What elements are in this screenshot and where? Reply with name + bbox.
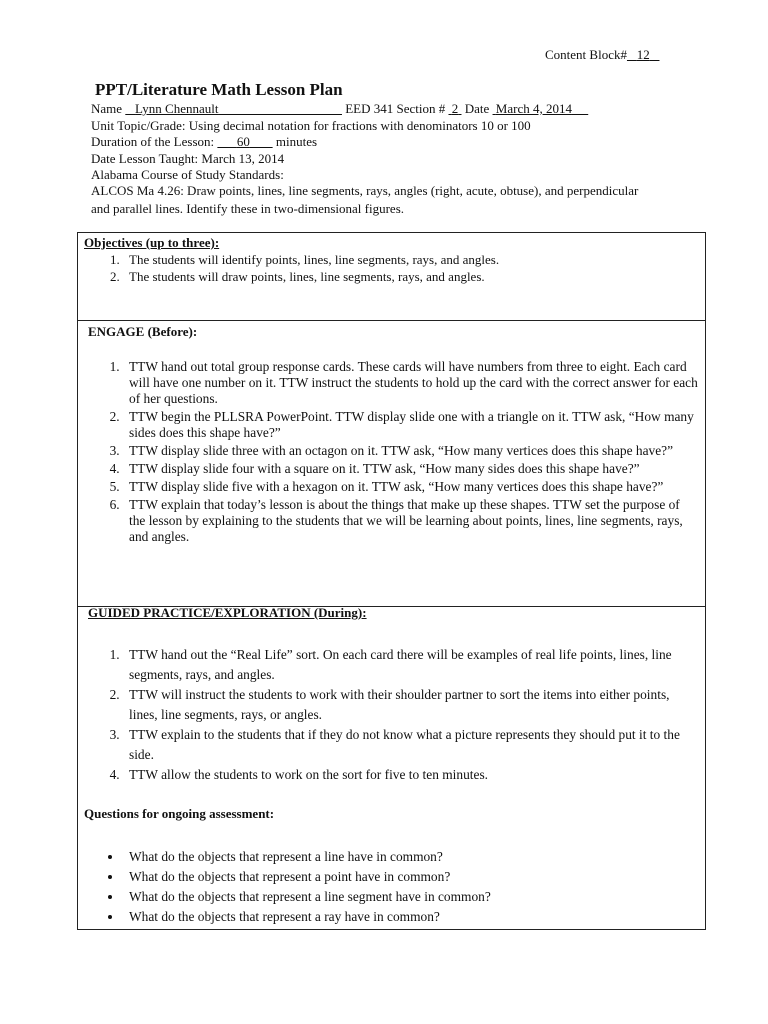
content-block-value: 12	[636, 47, 650, 62]
list-item: 1. TTW hand out total group response cards. These cards will have numbers from three to eight. Each card will have one number on it. TTW instruct the students to hold up the card with the correct answer for each of her questions.	[123, 359, 698, 407]
section-value: 2	[451, 101, 459, 116]
alcos-line-2: and parallel lines. Identify these in two-dimensional figures.	[91, 201, 404, 216]
guided-list	[123, 645, 698, 785]
engage-section	[77, 320, 706, 607]
duration-label: Duration of the Lesson:	[91, 134, 215, 149]
list-item: 1. The students will identify points, lines, line segments, rays, and angles.	[123, 251, 683, 268]
date-value: March 4, 2014	[495, 101, 572, 116]
list-item: 3. TTW display slide three with an octagon on it. TTW ask, “How many vertices does this shape have?”	[123, 443, 698, 459]
alcos-line-1: ALCOS Ma 4.26: Draw points, lines, line segments, rays, angles (right, acute, obtuse), and perpendicular	[91, 183, 639, 198]
list-item: 2. TTW will instruct the students to work with their shoulder partner to sort the items into either points, lines, line segments, rays, or angles.	[123, 685, 698, 725]
questions-title: Questions for ongoing assessment:	[84, 806, 275, 821]
engage-list	[123, 359, 698, 547]
questions-list	[123, 847, 683, 927]
list-item: 1. TTW hand out the “Real Life” sort. On each card there will be examples of real life points, lines, line segments, rays, and angles.	[123, 645, 698, 685]
course-label: EED 341 Section #	[345, 101, 446, 116]
name-value: Lynn Chennault	[135, 101, 219, 116]
objectives-section	[77, 232, 706, 321]
name-line	[91, 101, 588, 117]
duration-line	[91, 134, 317, 150]
list-item: • What do the objects that represent a line segment have in common?	[123, 887, 683, 907]
engage-title: ENGAGE (Before):	[88, 324, 198, 339]
list-item: 4. TTW display slide four with a square on it. TTW ask, “How many sides does this shape have?”	[123, 461, 698, 477]
guided-title: GUIDED PRACTICE/EXPLORATION (During):	[88, 605, 367, 620]
objectives-list	[123, 251, 683, 285]
unit-topic: Unit Topic/Grade: Using decimal notation for fractions with denominators 10 or 100	[91, 118, 531, 133]
list-item: 2. The students will draw points, lines, line segments, rays, and angles.	[123, 268, 683, 285]
standards-label: Alabama Course of Study Standards:	[91, 167, 284, 182]
date-label: Date	[464, 101, 490, 116]
list-item: 5. TTW display slide five with a hexagon on it. TTW ask, “How many vertices does this shape have?”	[123, 479, 698, 495]
page-title: PPT/Literature Math Lesson Plan	[95, 80, 343, 99]
list-item: 3. TTW explain to the students that if they do not know what a picture represents they should put it to the side.	[123, 725, 698, 765]
duration-value: 60	[236, 134, 250, 149]
content-block-number	[545, 47, 659, 63]
list-item: • What do the objects that represent a point have in common?	[123, 867, 683, 887]
list-item: • What do the objects that represent a ray have in common?	[123, 907, 683, 927]
list-item: • What do the objects that represent a line have in common?	[123, 847, 683, 867]
date-taught: Date Lesson Taught: March 13, 2014	[91, 151, 285, 166]
list-item: 6. TTW explain that today’s lesson is about the things that make up these shapes. TTW set the purpose of the lesson by explaining to the students that we will be learning about points, lines, line segments, rays, and angles.	[123, 497, 698, 545]
list-item: 4. TTW allow the students to work on the sort for five to ten minutes.	[123, 765, 698, 785]
content-block-label: Content Block#	[545, 47, 627, 62]
objectives-title: Objectives (up to three):	[84, 235, 220, 250]
guided-practice-section	[77, 606, 706, 930]
name-label: Name	[91, 101, 123, 116]
list-item: 2. TTW begin the PLLSRA PowerPoint. TTW display slide one with a triangle on it. TTW ask, “How many sides does this shape have?”	[123, 409, 698, 441]
duration-unit: minutes	[275, 134, 318, 149]
